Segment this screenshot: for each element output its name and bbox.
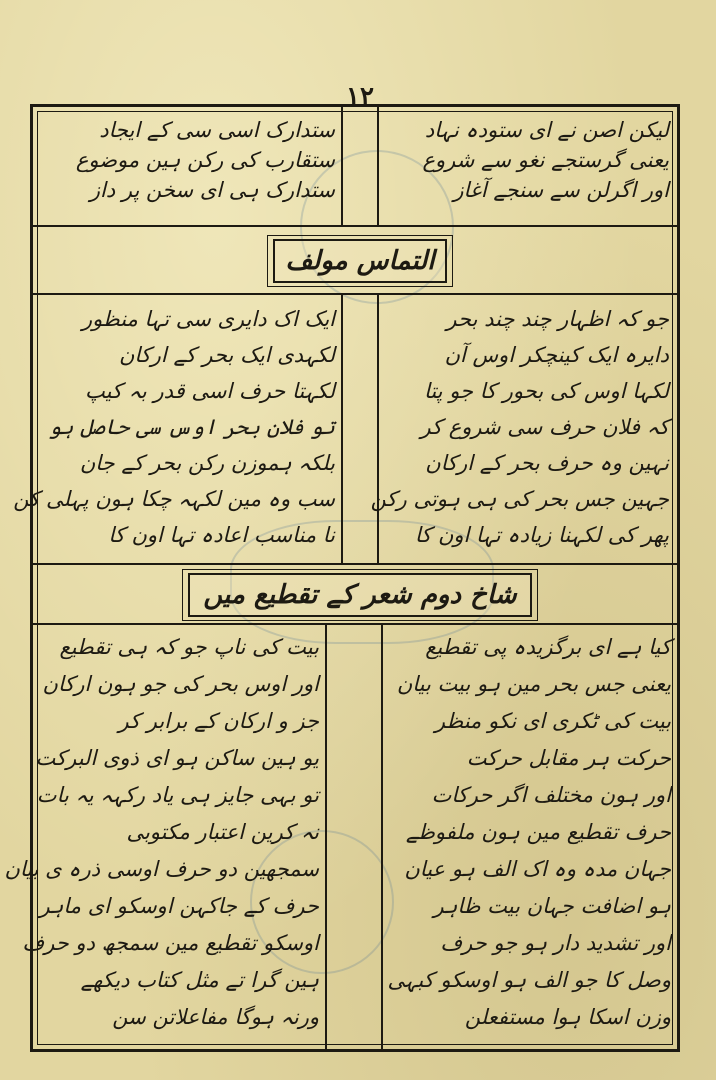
bottom-right-column bbox=[389, 629, 671, 1047]
verse-line: یعنی گرستجے نغو سے شروع bbox=[422, 148, 669, 172]
verse-line: پھر کی لکہنا زیادہ تہا اون کا bbox=[414, 523, 669, 547]
rule-2 bbox=[33, 293, 677, 295]
top-left-column bbox=[45, 115, 335, 223]
verse-line: وصل کا جو الف ہو اوسکو کبہی bbox=[387, 968, 671, 992]
section-heading-shakh-dom bbox=[188, 573, 532, 617]
page-number: ١٢ bbox=[346, 82, 374, 112]
rule-4 bbox=[33, 623, 677, 625]
verse-line: بلکہ ہموزن رکن بحر کے جان bbox=[79, 451, 335, 475]
center-rule-top-2 bbox=[377, 107, 379, 225]
center-rule-top bbox=[341, 107, 343, 225]
page-frame bbox=[4, 104, 680, 1052]
verse-line: حرکت ہر مقابل حرکت bbox=[466, 746, 671, 770]
center-rule-middle bbox=[341, 293, 343, 563]
verse-line: وزن اسکا ہوا مستفعلن bbox=[464, 1005, 671, 1029]
verse-line: اور ہون مختلف اگر حرکات bbox=[431, 783, 671, 807]
verse-line: نہ کرین اعتبار مکتوبی bbox=[126, 820, 319, 844]
heading-text: شاخ دوم شعر کے تقطیع میں bbox=[203, 580, 517, 610]
verse-line: جہان مدہ وہ اک الف ہو عیان bbox=[404, 857, 671, 881]
verse-line: لیکن اصن نے ای ستودہ نہاد bbox=[424, 118, 669, 142]
verse-line: تو فلان بحر اوس سی حاصل ہو bbox=[48, 415, 335, 439]
center-rule-bottom-2 bbox=[381, 623, 383, 1051]
verse-line: تو بہی جایز ہی یاد رکہہ یہ بات bbox=[36, 783, 319, 807]
verse-line: بیت کی ٹکری ای نکو منظر bbox=[434, 709, 671, 733]
verse-line: نا مناسب اعادہ تہا اون کا bbox=[108, 523, 335, 547]
middle-left-column bbox=[13, 301, 335, 559]
verse-line: اور تشدید دار ہو جو حرف bbox=[440, 931, 671, 955]
verse-line: دایرہ ایک کینچکر اوس آن bbox=[444, 343, 669, 367]
middle-right-column bbox=[370, 301, 669, 559]
verse-line: ستقارب کی رکن ہین موضوع bbox=[75, 148, 335, 172]
verse-line: یو ہین ساکن ہو ای ذوی البرکت bbox=[35, 746, 319, 770]
verse-line: اوسکو تقطیع مین سمجھ دو حرف bbox=[22, 931, 319, 955]
center-rule-middle-2 bbox=[377, 293, 379, 563]
verse-line: جہین جس بحر کی ہی ہوتی رکن bbox=[370, 487, 669, 511]
verse-line: لکہدی ایک بحر کے ارکان bbox=[118, 343, 335, 367]
top-right-column bbox=[385, 115, 669, 223]
verse-line: کیا ہے ای برگزیدہ پی تقطیع bbox=[425, 635, 671, 659]
verse-line: بیت کی ناپ جو کہ ہی تقطیع bbox=[59, 635, 319, 659]
verse-line: ہو اضافت جہان بیت ظاہر bbox=[433, 894, 671, 918]
verse-line: ہین گرا تے مثل کتاب دیکھے bbox=[80, 968, 319, 992]
verse-line: کہ فلان حرف سی شروع کر bbox=[420, 415, 669, 439]
verse-line: ایک اک دایری سی تہا منظور bbox=[82, 307, 335, 331]
verse-line: جو کہ اظہار چند چند بحر bbox=[446, 307, 669, 331]
verse-line: نہین وہ حرف بحر کے ارکان bbox=[425, 451, 669, 475]
verse-line: یعنی جس بحر مین ہو بیت بیان bbox=[396, 672, 671, 696]
verse-line: حرف تقطیع مین ہون ملفوظے bbox=[405, 820, 671, 844]
center-rule-bottom bbox=[325, 623, 327, 1051]
bottom-left-column bbox=[4, 629, 319, 1047]
verse-line: سمجھین دو حرف اوسی ذرہ ی بیان bbox=[4, 857, 319, 881]
verse-line: لکہتا حرف اسی قدر بہ کیپ bbox=[85, 379, 335, 403]
heading-text: التماس مولف bbox=[285, 246, 435, 276]
verse-line: اور اگرلن سے سنجے آغاز bbox=[453, 178, 669, 202]
rule-1 bbox=[33, 225, 677, 227]
verse-line: جز و ارکان کے برابر کر bbox=[118, 709, 319, 733]
section-heading-iltimas bbox=[273, 239, 447, 283]
verse-line: ستدارک ہی ای سخن پر داز bbox=[89, 178, 335, 202]
rule-3 bbox=[33, 563, 677, 565]
verse-line: لکہا اوس کی بحور کا جو پتا bbox=[423, 379, 669, 403]
verse-line: ورنہ ہوگا مفاعلاتن سن bbox=[112, 1005, 319, 1029]
verse-line: ستدارک اسی سی کے ایجاد bbox=[99, 118, 335, 142]
verse-line: سب وہ مین لکہہ چکا ہون پہلی کن bbox=[13, 487, 335, 511]
verse-line: اور اوس بحر کی جو ہون ارکان bbox=[42, 672, 319, 696]
verse-line: حرف کے جاکہن اوسکو ای ماہر bbox=[39, 894, 319, 918]
